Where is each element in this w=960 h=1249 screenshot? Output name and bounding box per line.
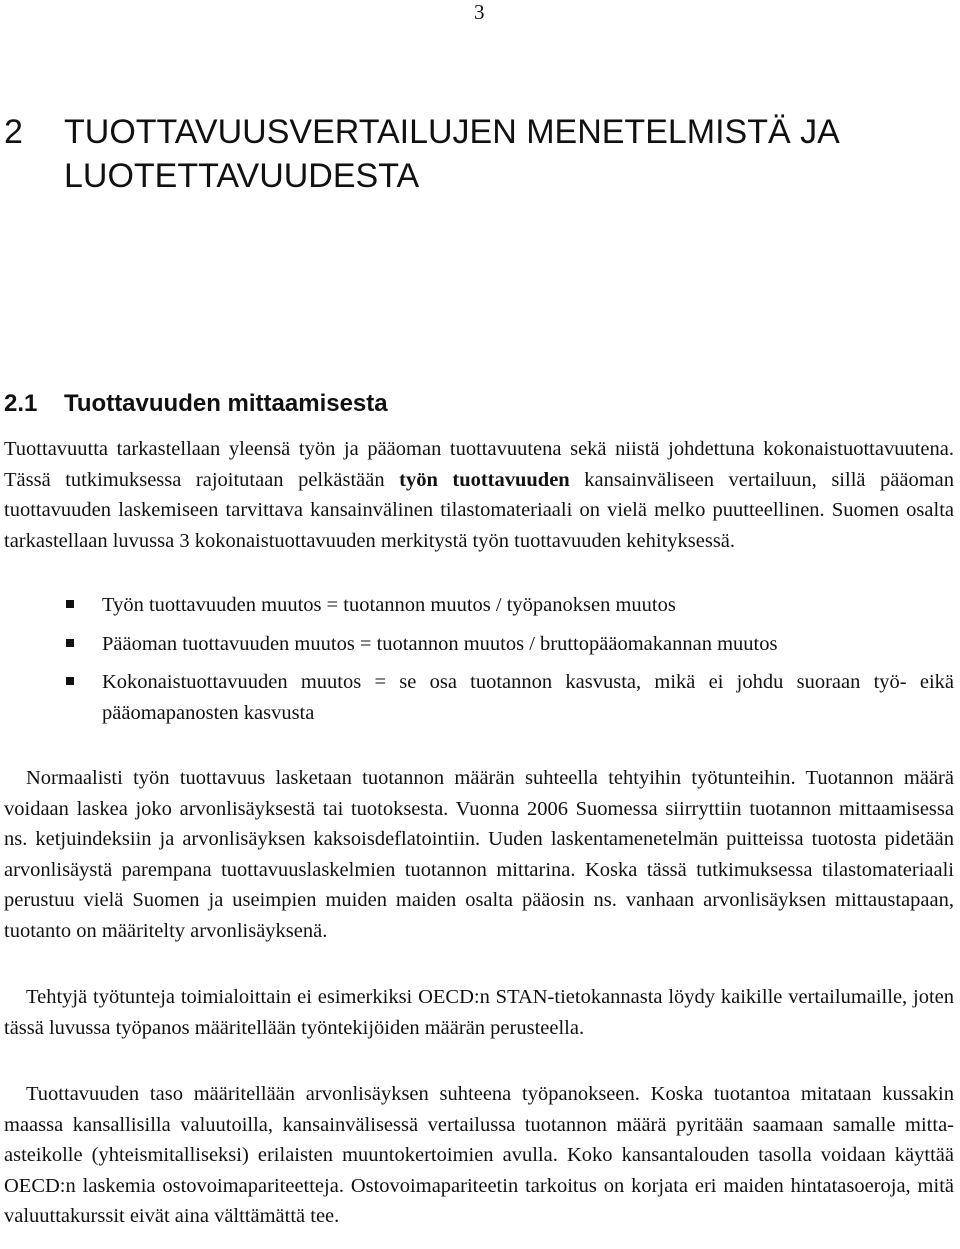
paragraph-intro-text-1: Tuottavuutta tarkastellaan yleensä työn ja pääoman tuottavuutena sekä niistä johdettuna kokonaistuottavuutena. Tässä tutkimuksessa rajoitutaan pelkästään: [4, 438, 954, 491]
paragraph-productivity-level: Tuottavuuden taso määritellään arvonlisäyksen suhteena työpanokseen. Koska tuotantoa mitataan kussakin maassa kansallisilla valuutoilla, kansainvälisessä vertailussa tuotannon määrä pyritään saamaan samalle mitta-asteikolle (yhteismitalliseksi) erilaisten muuntokertoimien avulla. Koko kansantalouden tasolla voidaan käyttää OECD:n laskemia ostovoimapariteetteja. Ostovoimapariteetin tarkoitus on korjata eri maiden hintatasoeroja, mitä valuuttakurssit eivät aina välttämättä tee.: [4, 1083, 954, 1227]
formula-list: [0, 590, 954, 736]
square-bullet-icon: [66, 600, 74, 608]
square-bullet-icon: [66, 639, 74, 647]
paragraph-intro-text-2: kansainväliseen vertailuun, sillä pääoman tuottavuuden laskemiseen tarvittava kansainvälinen tilastomateriaali on vielä melko puutteellinen. Suomen osalta tarkastellaan luvussa 3 kokonaistuottavuuden merkitystä työn tuottavuuden kehityksessä.: [4, 468, 955, 552]
list-item-text: Pääoman tuottavuuden muutos = tuotannon muutos / bruttopääomakannan muutos: [102, 632, 778, 655]
section-heading: [4, 388, 388, 420]
chapter-heading: [4, 110, 944, 198]
page-number: 3: [474, 0, 485, 24]
list-item: [0, 629, 954, 660]
square-bullet-icon: [66, 677, 74, 685]
paragraph-measurement: Normaalisti työn tuottavuus lasketaan tuotannon määrän suhteella tehtyihin työtunteihin. Tuotannon määrä voidaan laskea joko arvonlisäyksestä tai tuotoksesta. Vuonna 2006 Suomessa siirryttiin tuotannon mittaamisessa ns. ketjuindeksiin ja arvonlisäyksen kaksoisdeflatointiin. Uuden laskentamenetelmän puitteissa tuotosta pidetään arvonlisäystä parempana tuottavuuslaskelmien tuotannon mittarina. Koska tässä tutkimuksessa tilastomateriaali perustuu vielä Suomen ja useimpien muiden maiden osalta pääosin ns. vanhaan arvonlisäyksen mittaustapaan, tuotanto on määritelty arvonlisäyksenä.: [4, 767, 954, 942]
list-item-text: Työn tuottavuuden muutos = tuotannon muutos / työpanoksen muutos: [102, 594, 676, 616]
list-item: [0, 590, 954, 621]
paragraph-intro: [4, 434, 954, 556]
section-title: Tuottavuuden mittaamisesta: [64, 390, 388, 417]
section-number: 2.1: [4, 390, 38, 417]
paragraph-work-hours: Tehtyjä työtunteja toimialoittain ei esimerkiksi OECD:n STAN-tietokannasta löydy kaikille vertailumaille, joten tässä luvussa työpanos määritellään työntekijöiden määrän perusteella.: [4, 986, 954, 1039]
chapter-title: TUOTTAVUUSVERTAILUJEN MENETELMISTÄ JA LUOTETTAVUUDESTA: [64, 113, 838, 195]
paragraph-intro-bold: työn tuottavuuden: [399, 468, 570, 491]
chapter-number: 2: [4, 113, 23, 151]
list-item: [0, 667, 954, 728]
list-item-text: Kokonaistuottavuuden muutos = se osa tuotannon kasvusta, mikä ei johdu suoraan työ- eikä pääomapanosten kasvusta: [102, 671, 954, 724]
